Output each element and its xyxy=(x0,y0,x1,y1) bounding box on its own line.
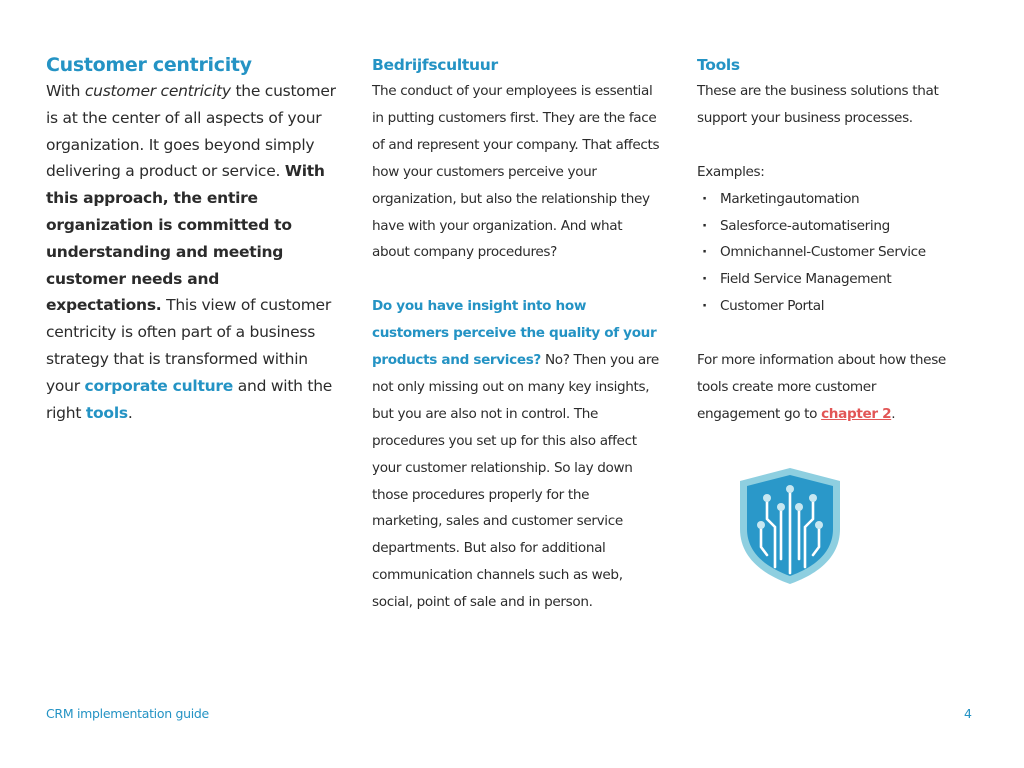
column-customer-centricity xyxy=(46,52,336,426)
spacer xyxy=(697,132,959,159)
list-item: · Omnichannel-Customer Service xyxy=(697,239,959,266)
spacer xyxy=(372,266,662,293)
column-tools xyxy=(697,52,959,428)
bedrijfscultuur-paragraph-2 xyxy=(372,293,662,616)
text-segment: For more information about how these tools create more customer engagement go to xyxy=(697,352,946,422)
heading-bedrijfscultuur: Bedrijfscultuur xyxy=(372,56,498,74)
bedrijfscultuur-paragraph-1: The conduct of your employees is essential in putting customers first. They are the face of and represent your company. That affects how your customers perceive your organization, but also the relationship they have with your organization. And what about company procedures? xyxy=(372,83,660,261)
link-tools[interactable]: tools xyxy=(85,403,128,422)
heading-customer-centricity: Customer centricity xyxy=(46,54,252,76)
examples-label: Examples: xyxy=(697,163,765,180)
footer-document-title: CRM implementation guide xyxy=(46,706,209,721)
text-segment: No? Then you are not only missing out on many key insights, but you are also not in control. The procedures you set up for this also affect your customer relationship. So lay down those procedures properly for the marketing, sales and customer service departments. But also for additional communication channels such as web, social, point of sale and in person. xyxy=(372,352,659,611)
link-corporate-culture[interactable]: corporate culture xyxy=(84,376,234,395)
text-segment: With xyxy=(46,82,85,100)
column-bedrijfscultuur xyxy=(372,52,662,616)
question-highlight: Do you have insight into how customers perceive the quality of your products and services? xyxy=(372,298,657,369)
bold-statement: With this approach, the entire organization is committed to understanding and meeting customer needs and expectations. xyxy=(46,162,325,315)
spacer xyxy=(697,320,959,347)
tools-intro: These are the business solutions that support your business processes. xyxy=(697,83,939,126)
footer-page-number: 4 xyxy=(964,706,972,721)
tools-list xyxy=(697,186,959,321)
more-info-paragraph xyxy=(697,347,959,428)
emphasis-customer-centricity: customer centricity xyxy=(84,82,231,100)
list-item: · Customer Portal xyxy=(697,293,959,320)
list-item: · Salesforce-automatisering xyxy=(697,213,959,240)
text-segment: and with the right xyxy=(46,376,333,422)
heading-tools: Tools xyxy=(697,56,740,74)
text-segment: . xyxy=(127,403,133,422)
list-item: · Field Service Management xyxy=(697,266,959,293)
link-chapter-2[interactable]: chapter 2 xyxy=(821,405,892,422)
text-segment: This view of customer centricity is often part of a business strategy that is transformed within your xyxy=(46,296,331,395)
customer-centricity-paragraph xyxy=(46,78,336,426)
list-item: · Marketingautomation xyxy=(697,186,959,213)
text-segment: the customer is at the center of all aspects of your organization. It goes beyond simply delivering a product or service. xyxy=(46,82,336,181)
text-segment: . xyxy=(891,405,896,422)
shield-circuit-icon xyxy=(737,467,843,585)
